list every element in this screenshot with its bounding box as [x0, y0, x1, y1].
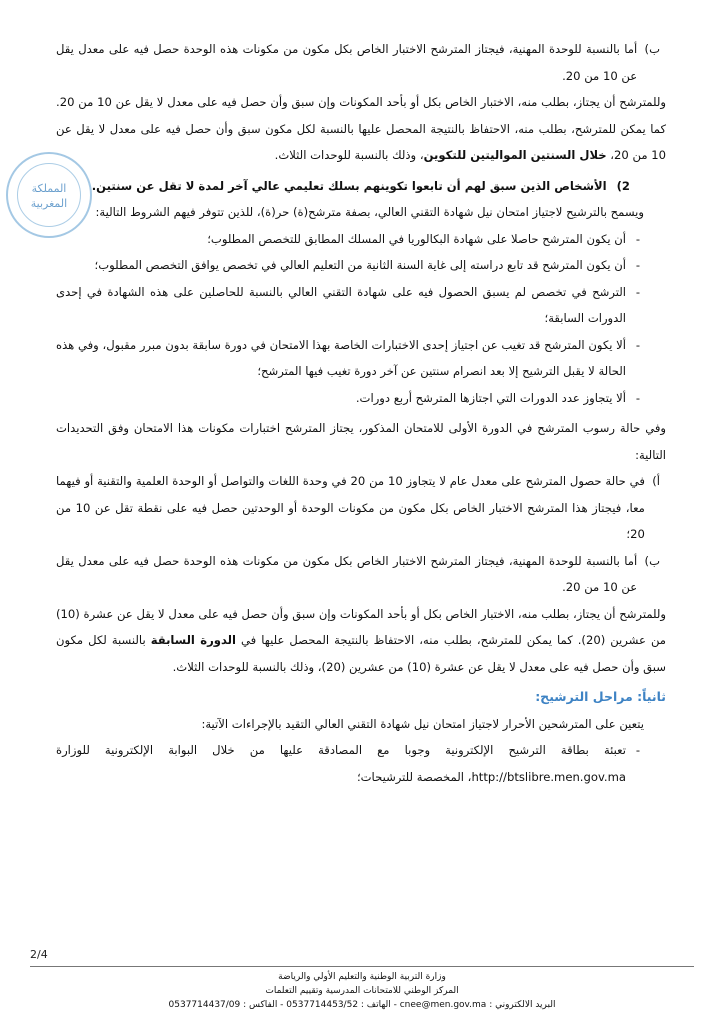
- page-footer: [60, 970, 664, 1012]
- section-heading-2: [56, 173, 666, 200]
- section-title-steps: ثانياً: مراحل الترشيح:: [535, 689, 666, 704]
- paragraph-conditions-intro: ويسمح بالترشيح لاجتياز امتحان نيل شهادة التقني العالي، بصفة مترشح(ة) حر(ة)، للذين تتوفر فيهم الشروط التالية:: [95, 205, 644, 219]
- rule-a: [56, 468, 666, 548]
- footer-ministry: وزارة التربية الوطنية والتعليم الأولي والرياضة: [278, 972, 446, 982]
- paragraph-steps-intro: يتعين على المترشحين الأحرار لاجتياز امتحان نيل شهادة التقني العالي التقيد بالإجراءات الآتية:: [201, 716, 644, 731]
- bold-phrase: الدورة السابقة: [150, 633, 237, 647]
- condition-item: - الترشح في تخصص لم يسبق الحصول فيه على شهادة التقني العالي بالنسبة للحاصلين على هذه الشهادة في إحدى الدورات السابقة؛: [56, 284, 640, 325]
- step-item: - تعبئة بطاقة الترشيح الإلكترونية وجوبا مع المصادقة عليها من خلال البوابة الإلكترونية للوزارة http://btslibre.men.gov.ma، المخصصة للترشيحات؛: [56, 743, 640, 784]
- item-text: أما بالنسبة للوحدة المهنية، فيجتاز المترشح الاختبار الخاص بكل مكون من مكونات هذه الوحدة حصل فيه على معدل يقل عن 10 من 20.: [56, 42, 638, 83]
- condition-item: - أن يكون المترشح حاصلا على شهادة البكالوريا في المسلك المطابق للتخصص المطلوب؛: [207, 231, 640, 246]
- paragraph-retake: وللمترشح أن يجتاز، بطلب منه، الاختبار الخاص بكل أو بأحد المكونات وإن سبق وأن حصل فيه على معدل لا يقل عن عشرة (10) من عشرين (20). كما يمكن للمترشح، بطلب منه، الاحتفاظ بالنتيجة المحصل عليها في الدورة السابقة بالنسبة لكل مكون سبق وأن حصل فيه على معدل لا يقل عن عشرة (10) من عشرين (20)، وذلك بالنسبة للوحدات الثلاث.: [56, 606, 666, 674]
- condition-item: - ألا يكون المترشح قد تغيب عن اجتياز إحدى الاختبارات الخاصة بهذا الامتحان في دورة سابقة بدون مبرر مقبول، وفي هذه الحالة لا يقبل الترشيح إلا بعد انصرام سنتين عن آخر دورة تغيب فيها المترشح؛: [56, 337, 640, 378]
- section-title: الأشخاص الذين سبق لهم أن تابعوا تكوينهم بسلك تعليمي عالي آخر لمدة لا تقل عن سنتين.: [91, 178, 607, 193]
- paragraph-retake-top: وللمترشح أن يجتاز، بطلب منه، الاختبار الخاص بكل أو بأحد المكونات وإن سبق وأن حصل فيه على معدل لا يقل عن 10 من 20. كما يمكن للمترشح، بطلب منه، الاحتفاظ بالنتيجة المحصل عليها بالنسبة لكل مكون سبق وأن حصل فيه على معدل لا يقل عن 10 من 20، خلال السنتين المواليتين للتكوين، وذلك بالنسبة للوحدات الثلاث.: [56, 95, 666, 162]
- item-text: في حالة حصول المترشح على معدل عام لا يتجاوز 10 من 20 في وحدة اللغات والتواصل أو الوحدة العلمية والتقنية أو فيهما معا، فيجتاز هذا المترشح الاختبار الخاص بكل مكون من مكونات الوحدة أو الوحدتين حصل فيه على نقطة تقل عن 10 من 20؛: [56, 474, 645, 541]
- stamp-line-2: المغربية: [30, 197, 68, 210]
- item-marker: ب): [644, 42, 660, 56]
- page-number: 2/4: [30, 948, 48, 961]
- item-text: أما بالنسبة للوحدة المهنية، فيجتاز المترشح الاختبار الخاص بكل مكون من مكونات هذه الوحدة حصل فيه على معدل يقل عن 10 من 20.: [56, 553, 638, 594]
- footer-contact: البريد الالكتروني : cnee@men.gov.ma - الهاتف : 0537714453/52 - الفاكس : 0537714437/09: [168, 1000, 556, 1010]
- document-body: [56, 36, 666, 790]
- item-marker: أ): [652, 474, 660, 488]
- condition-item: - أن يكون المترشح قد تابع دراسته إلى غاية السنة الثانية من التعليم العالي في تخصص يوافق التخصص المطلوب؛: [94, 258, 640, 272]
- item-marker: ب): [644, 553, 660, 568]
- footer-divider: [30, 966, 694, 967]
- paragraph-failure-intro: وفي حالة رسوب المترشح في الدورة الأولى للامتحان المذكور، يجتاز المترشح اختبارات مكونات هذا الامتحان وفق التحديدات التالية:: [56, 421, 666, 462]
- footer-center: المركز الوطني للامتحانات المدرسية وتقييم التعلمات: [265, 986, 459, 996]
- bold-phrase: خلال السنتين المواليتين للتكوين: [423, 148, 607, 162]
- condition-item: - ألا يتجاوز عدد الدورات التي اجتازها المترشح أربع دورات.: [355, 390, 640, 405]
- paragraph-professional-unit-top: [56, 36, 666, 89]
- section-number: 2): [616, 178, 630, 193]
- rule-b: [56, 548, 666, 601]
- stamp-line-1: المملكة: [31, 182, 67, 195]
